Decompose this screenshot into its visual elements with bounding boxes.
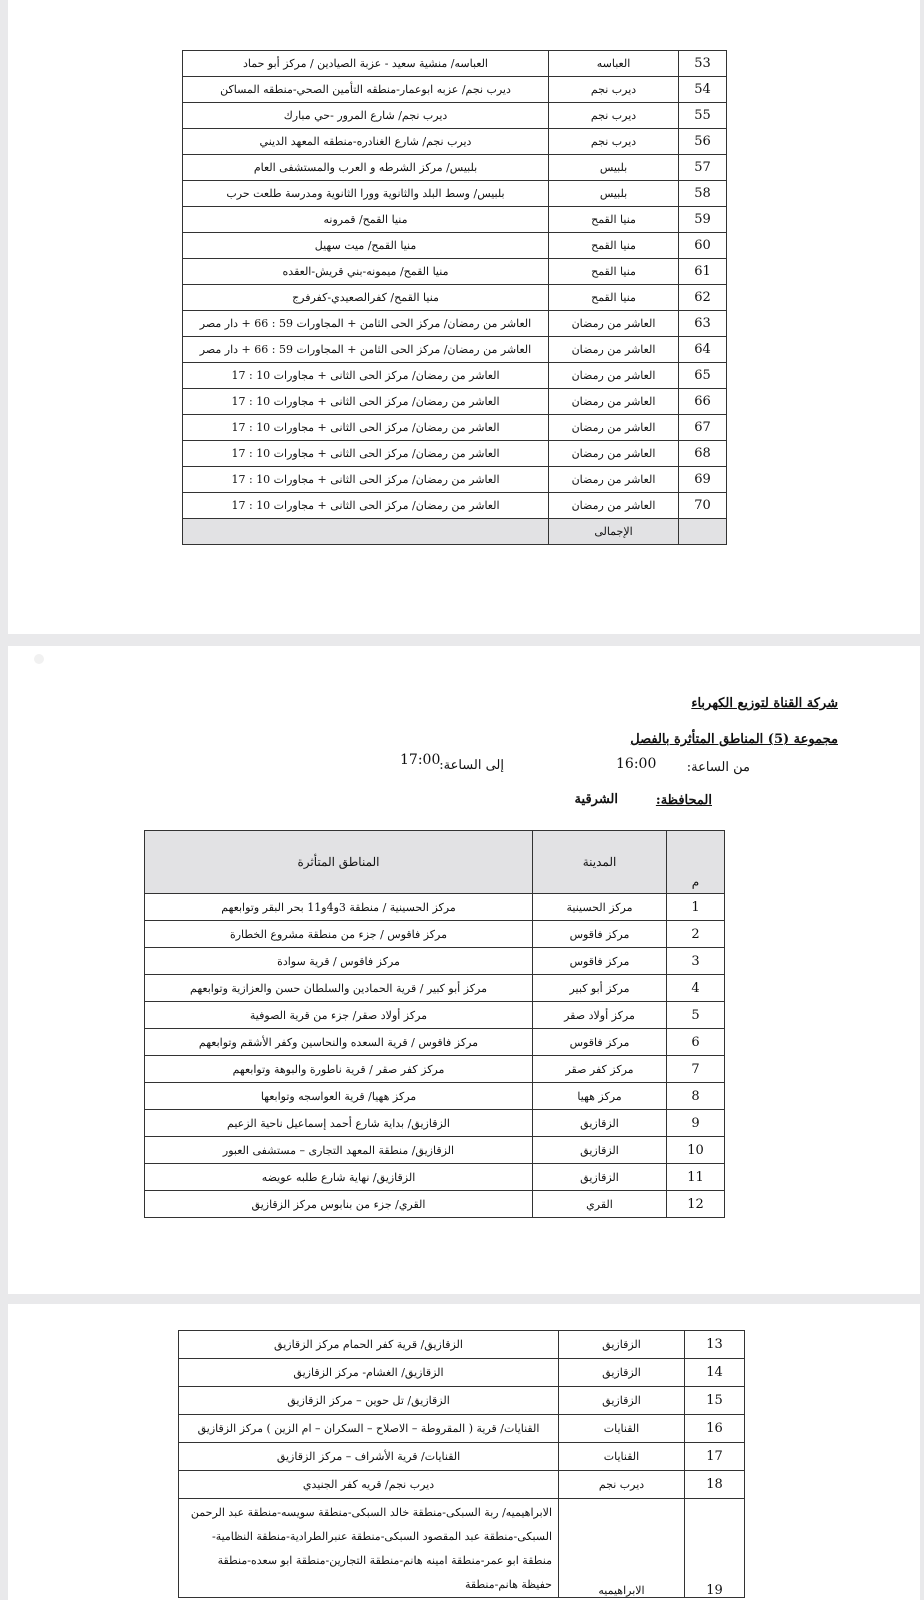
row-area: مركز أولاد صقر/ جزء من قرية الصوفية <box>145 1002 533 1029</box>
row-area: ديرب نجم/ شارع المرور -حي مبارك <box>183 103 549 129</box>
row-number: 54 <box>679 77 727 103</box>
row-area: مركز فاقوس / جزء من منطقة مشروع الخطارة <box>145 921 533 948</box>
row-number: 11 <box>667 1164 725 1191</box>
table-row <box>183 155 727 181</box>
row-area: بلبيس/ مركز الشرطه و العرب والمستشفى العام <box>183 155 549 181</box>
row-city: الزقازيق <box>559 1359 685 1387</box>
row-number: 55 <box>679 103 727 129</box>
row-number: 3 <box>667 948 725 975</box>
row-number: 6 <box>667 1029 725 1056</box>
table-row <box>179 1387 745 1415</box>
row-number: 65 <box>679 363 727 389</box>
table-row <box>145 1083 725 1110</box>
from-time: 16:00 <box>616 756 657 772</box>
row-area: منيا القمح/ كفرالصعيدي-كفرفرج <box>183 285 549 311</box>
row-number: 7 <box>667 1056 725 1083</box>
row-city: العاشر من رمضان <box>549 311 679 337</box>
row-number: 8 <box>667 1083 725 1110</box>
group-title: مجموعة (5) المناطق المتأثرة بالفصل <box>630 732 838 747</box>
row-city: القنايات <box>559 1415 685 1443</box>
row-city: الزقازيق <box>559 1387 685 1415</box>
row-number: 19 <box>685 1499 745 1598</box>
row-number: 4 <box>667 975 725 1002</box>
table-row <box>183 285 727 311</box>
row-number: 58 <box>679 181 727 207</box>
row-number: 12 <box>667 1191 725 1218</box>
row-number: 9 <box>667 1110 725 1137</box>
row-city: الابراهيميه <box>559 1499 685 1598</box>
table-row <box>179 1331 745 1359</box>
row-area: مركز كفر صقر / قرية ناطورة والبوهة وتوابعهم <box>145 1056 533 1083</box>
row-city: بلبيس <box>549 181 679 207</box>
row-area: الابراهيميه/ ربة السبكى-منطقة خالد السبكى-منطقة سويسه-منطقة عبد الرحمن السبكى-منطقة عبد المقصود السبكى-منطقة عنبرالطرادية-منطقة النظامية-منطقة ابو عمر-منطقة امينه هانم-منطقة التجارين-منطقة ابو سعده-منطقة حفيظة هانم-منطقة <box>179 1499 559 1598</box>
table-row <box>145 1002 725 1029</box>
row-city: العاشر من رمضان <box>549 467 679 493</box>
to-time: 17:00 <box>400 752 441 768</box>
table-row <box>183 181 727 207</box>
row-number: 53 <box>679 51 727 77</box>
row-area: منيا القمح/ ميت سهيل <box>183 233 549 259</box>
table-row <box>183 389 727 415</box>
row-area: الزقازيق/ نهاية شارع طلبه عويضه <box>145 1164 533 1191</box>
row-area: ديرب نجم/ شارع الغنادره-منطقه المعهد الديني <box>183 129 549 155</box>
row-city: العاشر من رمضان <box>549 337 679 363</box>
table-row <box>183 129 727 155</box>
row-city: مركز ههيا <box>533 1083 667 1110</box>
table-header-row <box>145 831 725 894</box>
governorate-value: الشرقية <box>574 792 618 807</box>
row-area: العاشر من رمضان/ مركز الحى الثانى + مجاورات 10 : 17 <box>183 493 549 519</box>
row-city: مركز كفر صقر <box>533 1056 667 1083</box>
row-area: ديرب نجم/ قريه كفر الجنيدي <box>179 1471 559 1499</box>
row-city: القري <box>533 1191 667 1218</box>
table-row <box>183 467 727 493</box>
row-area: الزقازيق/ بداية شارع أحمد إسماعيل ناحية الزعيم <box>145 1110 533 1137</box>
row-area: العاشر من رمضان/ مركز الحى الثامن + المجاورات 59 : 66 + دار مصر <box>183 337 549 363</box>
row-number: 14 <box>685 1359 745 1387</box>
governorate-label: المحافظة: <box>655 793 712 808</box>
row-number: 2 <box>667 921 725 948</box>
table-row <box>145 1164 725 1191</box>
to-label: إلى الساعة: <box>439 758 504 773</box>
scan-dot <box>34 654 44 664</box>
row-number: 59 <box>679 207 727 233</box>
row-number: 62 <box>679 285 727 311</box>
table-row <box>145 948 725 975</box>
table-row <box>183 233 727 259</box>
row-area: منيا القمح/ ميمونه-بني قريش-العقده <box>183 259 549 285</box>
row-number: 1 <box>667 894 725 921</box>
total-value <box>183 519 549 545</box>
row-city: العباسه <box>549 51 679 77</box>
row-number: 10 <box>667 1137 725 1164</box>
document-page-3 <box>8 1304 920 1600</box>
row-number: 57 <box>679 155 727 181</box>
row-number: 70 <box>679 493 727 519</box>
row-area: مركز فاقوس / قرية سوادة <box>145 948 533 975</box>
affected-areas-table-continued <box>178 1330 745 1598</box>
row-city: منيا القمح <box>549 207 679 233</box>
row-area: القنايات/ قرية ( المقروطة – الاصلاح – السكران – ام الزين ) مركز الزقازيق <box>179 1415 559 1443</box>
row-area: العاشر من رمضان/ مركز الحى الثانى + مجاورات 10 : 17 <box>183 389 549 415</box>
row-city: مركز أبو كبير <box>533 975 667 1002</box>
table-row <box>145 1191 725 1218</box>
table-row <box>145 1137 725 1164</box>
table-row <box>183 441 727 467</box>
row-area: مركز فاقوس / قرية السعده والنحاسين وكفر الأشقم وتوابعهم <box>145 1029 533 1056</box>
row-number: 18 <box>685 1471 745 1499</box>
row-city: الزقازيق <box>533 1110 667 1137</box>
table-row <box>183 259 727 285</box>
row-city: ديرب نجم <box>559 1471 685 1499</box>
table-row <box>145 975 725 1002</box>
header-area: المناطق المتأثرة <box>145 831 533 894</box>
table-row <box>183 103 727 129</box>
row-city: ديرب نجم <box>549 103 679 129</box>
row-city: العاشر من رمضان <box>549 415 679 441</box>
table-row <box>145 1056 725 1083</box>
table-row <box>145 1029 725 1056</box>
row-area: القري/ جزء من بنابوس مركز الزقازيق <box>145 1191 533 1218</box>
table-row <box>183 337 727 363</box>
row-area: ديرب نجم/ عزبه ابوعمار-منطقه التأمين الصحي-منطقه المساكن <box>183 77 549 103</box>
document-page-1 <box>8 0 920 634</box>
table-row <box>145 1110 725 1137</box>
row-area: بلبيس/ وسط البلد والثانوية وورا الثانوية ومدرسة طلعت حرب <box>183 181 549 207</box>
row-area: العباسه/ منشية سعيد - عزبة الصيادين / مركز أبو حماد <box>183 51 549 77</box>
row-area: الزقازيق/ منطقة المعهد التجارى – مستشفى العبور <box>145 1137 533 1164</box>
row-city: العاشر من رمضان <box>549 441 679 467</box>
row-city: مركز أولاد صقر <box>533 1002 667 1029</box>
document-page-2 <box>8 646 920 1294</box>
company-name: شركة القناة لتوزيع الكهرباء <box>691 696 838 711</box>
row-number: 63 <box>679 311 727 337</box>
table-row <box>183 51 727 77</box>
row-number: 15 <box>685 1387 745 1415</box>
row-area: العاشر من رمضان/ مركز الحى الثانى + مجاورات 10 : 17 <box>183 441 549 467</box>
row-area: منيا القمح/ قمرونه <box>183 207 549 233</box>
from-label: من الساعة: <box>686 760 750 775</box>
row-number: 60 <box>679 233 727 259</box>
row-city: العاشر من رمضان <box>549 389 679 415</box>
table-row <box>183 363 727 389</box>
row-number: 16 <box>685 1415 745 1443</box>
row-city: العاشر من رمضان <box>549 363 679 389</box>
row-city: مركز فاقوس <box>533 921 667 948</box>
row-area: العاشر من رمضان/ مركز الحى الثانى + مجاورات 10 : 17 <box>183 363 549 389</box>
outage-table-continued <box>182 50 727 545</box>
row-city: منيا القمح <box>549 259 679 285</box>
row-area: الزقازيق/ قرية كفر الحمام مركز الزقازيق <box>179 1331 559 1359</box>
row-area: القنايات/ قرية الأشراف – مركز الزقازيق <box>179 1443 559 1471</box>
row-number: 64 <box>679 337 727 363</box>
row-area: العاشر من رمضان/ مركز الحى الثانى + مجاورات 10 : 17 <box>183 467 549 493</box>
table-row <box>183 77 727 103</box>
table-row <box>179 1499 745 1598</box>
affected-areas-table <box>144 830 725 1218</box>
row-city: مركز فاقوس <box>533 1029 667 1056</box>
total-label: الإجمالى <box>549 519 679 545</box>
row-city: مركز فاقوس <box>533 948 667 975</box>
table-row <box>179 1471 745 1499</box>
row-number: 69 <box>679 467 727 493</box>
row-area: الزقازيق/ الغشام- مركز الزقازيق <box>179 1359 559 1387</box>
row-number: 5 <box>667 1002 725 1029</box>
row-area: العاشر من رمضان/ مركز الحى الثانى + مجاورات 10 : 17 <box>183 415 549 441</box>
total-empty-cell <box>679 519 727 545</box>
row-area: العاشر من رمضان/ مركز الحى الثامن + المجاورات 59 : 66 + دار مصر <box>183 311 549 337</box>
table-row <box>179 1443 745 1471</box>
header-no: م <box>667 831 725 894</box>
row-city: ديرب نجم <box>549 77 679 103</box>
row-city: القنايات <box>559 1443 685 1471</box>
table-row <box>145 921 725 948</box>
table-row <box>183 493 727 519</box>
row-city: ديرب نجم <box>549 129 679 155</box>
row-city: منيا القمح <box>549 233 679 259</box>
row-number: 66 <box>679 389 727 415</box>
row-city: مركز الحسينية <box>533 894 667 921</box>
table-row <box>183 415 727 441</box>
row-number: 67 <box>679 415 727 441</box>
row-area: مركز ههيا/ قرية العواسجه وتوابعها <box>145 1083 533 1110</box>
row-city: بلبيس <box>549 155 679 181</box>
row-number: 56 <box>679 129 727 155</box>
row-city: منيا القمح <box>549 285 679 311</box>
row-number: 61 <box>679 259 727 285</box>
row-city: الزقازيق <box>533 1164 667 1191</box>
table-row <box>179 1415 745 1443</box>
row-area: مركز أبو كبير / قرية الحمادين والسلطان حسن والعزازية وتوابعهم <box>145 975 533 1002</box>
row-city: الزقازيق <box>559 1331 685 1359</box>
table-row <box>183 311 727 337</box>
table-row <box>183 207 727 233</box>
header-city: المدينة <box>533 831 667 894</box>
row-number: 17 <box>685 1443 745 1471</box>
row-city: العاشر من رمضان <box>549 493 679 519</box>
row-number: 68 <box>679 441 727 467</box>
row-area: مركز الحسينية / منطقة 3و4و11 بحر البقر وتوابعهم <box>145 894 533 921</box>
row-number: 13 <box>685 1331 745 1359</box>
table-row <box>179 1359 745 1387</box>
total-row <box>183 519 727 545</box>
table-row <box>145 894 725 921</box>
row-city: الزقازيق <box>533 1137 667 1164</box>
row-area: الزقازيق/ تل حوين – مركز الزقازيق <box>179 1387 559 1415</box>
